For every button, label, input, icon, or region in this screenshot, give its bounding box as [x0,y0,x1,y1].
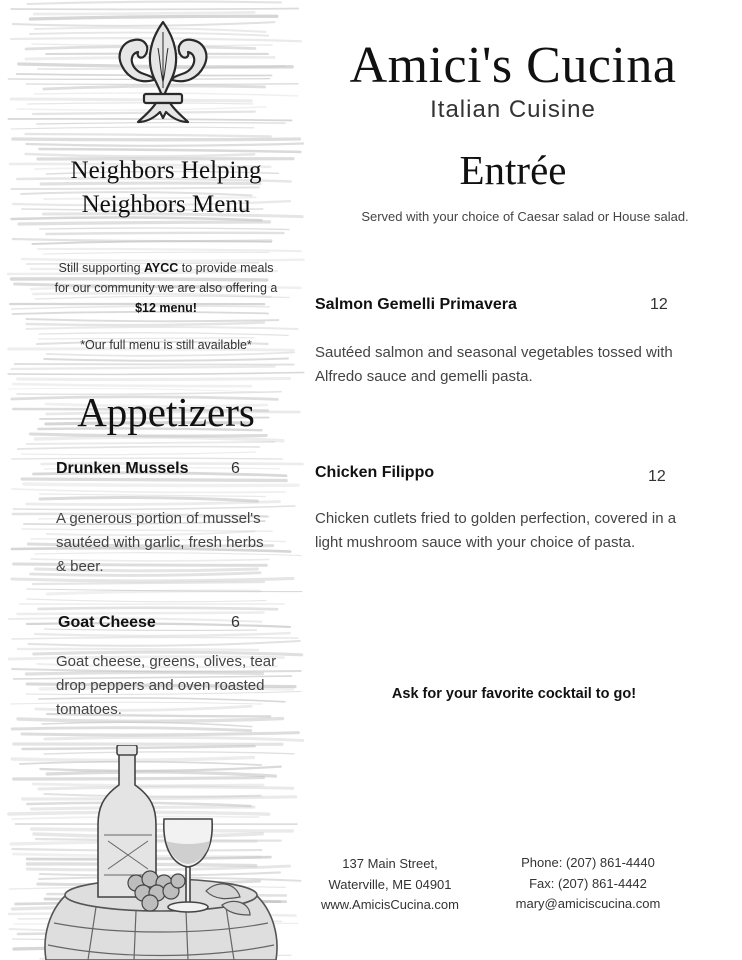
brush-stroke [44,358,288,360]
brush-stroke [8,372,304,374]
brush-stroke [33,582,264,584]
restaurant-subtitle: Italian Cuisine [430,96,596,123]
restaurant-name: Amici's Cucina [349,37,677,94]
brush-stroke [27,323,264,326]
brush-stroke [26,143,303,145]
description-line: drop peppers and oven roasted [56,677,265,694]
support-text-mid: to provide meals for our community we are also offering a [54,261,278,295]
appetizer-description [56,650,296,722]
brush-stroke [18,447,259,449]
brush-stroke [27,442,274,444]
support-menu-price: $12 menu! [135,301,197,315]
brush-stroke [44,252,269,254]
brush-stroke [38,249,301,251]
brush-stroke [47,352,294,355]
brush-stroke [11,8,298,9]
brush-stroke [40,498,257,502]
appetizer-price: 6 [231,614,240,631]
description-line: sautéed with garlic, fresh herbs [56,534,264,551]
full-menu-note: *Our full menu is still available* [80,338,252,352]
support-text-pre: Still supporting [58,261,144,275]
brush-stroke [28,2,281,4]
phone-number: Phone: (207) 861-4440 [521,855,655,870]
brush-stroke [39,494,265,497]
special-menu-title [40,154,292,222]
brush-stroke [26,319,278,321]
appetizer-name: Drunken Mussels [56,460,189,477]
description-line: Chicken cutlets fried to golden perfection, covered in a [315,510,677,527]
brush-stroke [12,728,251,731]
support-message [52,258,280,318]
footer-contact [500,853,676,915]
brush-stroke [39,608,277,609]
brush-stroke [22,452,256,455]
brush-stroke [27,502,280,505]
brush-stroke [12,458,283,459]
email-link[interactable]: mary@amiciscucina.com [515,896,661,911]
appetizer-name: Goat Cheese [58,614,156,631]
address-line: 137 Main Street, [342,856,438,871]
entree-name: Chicken Filippo [315,464,435,481]
brush-stroke [34,12,254,14]
support-org: AYCC [144,261,179,275]
appetizer-description [56,507,296,579]
footer-address [306,854,474,916]
special-menu-title-line1: Neighbors Helping [70,157,262,184]
description-line: Sautéed salmon and seasonal vegetables tossed with [315,344,673,361]
brush-stroke [42,722,252,726]
brush-stroke [40,228,289,230]
brush-stroke [46,233,283,234]
wine-barrel-illustration [36,745,286,960]
website-link[interactable]: www.AmicisCucina.com [321,897,459,912]
brush-stroke [39,333,288,336]
entree-description [315,341,715,389]
brush-stroke [35,437,282,441]
brush-stroke [35,633,290,636]
brush-stroke [22,733,298,735]
brush-stroke [19,222,269,224]
entree-name: Salmon Gemelli Primavera [315,296,517,313]
description-line: & beer. [56,558,104,575]
brush-stroke [39,149,300,152]
description-line: light mushroom sauce with your choice of pasta. [315,534,636,551]
brush-stroke [12,637,298,639]
brush-stroke [15,364,294,365]
brush-stroke [26,134,271,136]
cocktail-note: Ask for your favorite cocktail to go! [391,686,637,702]
brush-stroke [12,367,275,369]
address-line: Waterville, ME 04901 [328,876,452,892]
special-menu-title-line2: Neighbors Menu [81,191,251,218]
entree-price: 12 [648,468,666,485]
appetizer-price: 6 [231,460,240,477]
entree-heading: Entrée [459,147,567,193]
entree-salad-note: Served with your choice of Caesar salad or House salad. [361,209,689,224]
fax-number: Fax: (207) 861-4442 [529,875,647,891]
brush-stroke [47,591,260,594]
brush-stroke [24,484,298,486]
brush-stroke [27,599,266,602]
brush-stroke [32,241,271,244]
brush-stroke [18,378,290,379]
fleur-de-lis-icon [110,18,216,130]
description-line: Goat cheese, greens, olives, tear [56,653,277,670]
description-line: tomatoes. [56,701,122,718]
brush-stroke [12,489,285,492]
brush-stroke [45,737,303,740]
brush-stroke [26,327,297,329]
description-line: A generous portion of mussel's [56,510,261,527]
brush-stroke [13,139,300,140]
entree-price: 12 [650,296,668,313]
description-line: Alfredo sauce and gemelli pasta. [315,368,533,385]
brush-stroke [13,384,250,386]
brush-stroke [29,641,300,646]
appetizers-heading: Appetizers [77,389,255,435]
entree-description [315,507,725,555]
brush-stroke [22,479,286,481]
